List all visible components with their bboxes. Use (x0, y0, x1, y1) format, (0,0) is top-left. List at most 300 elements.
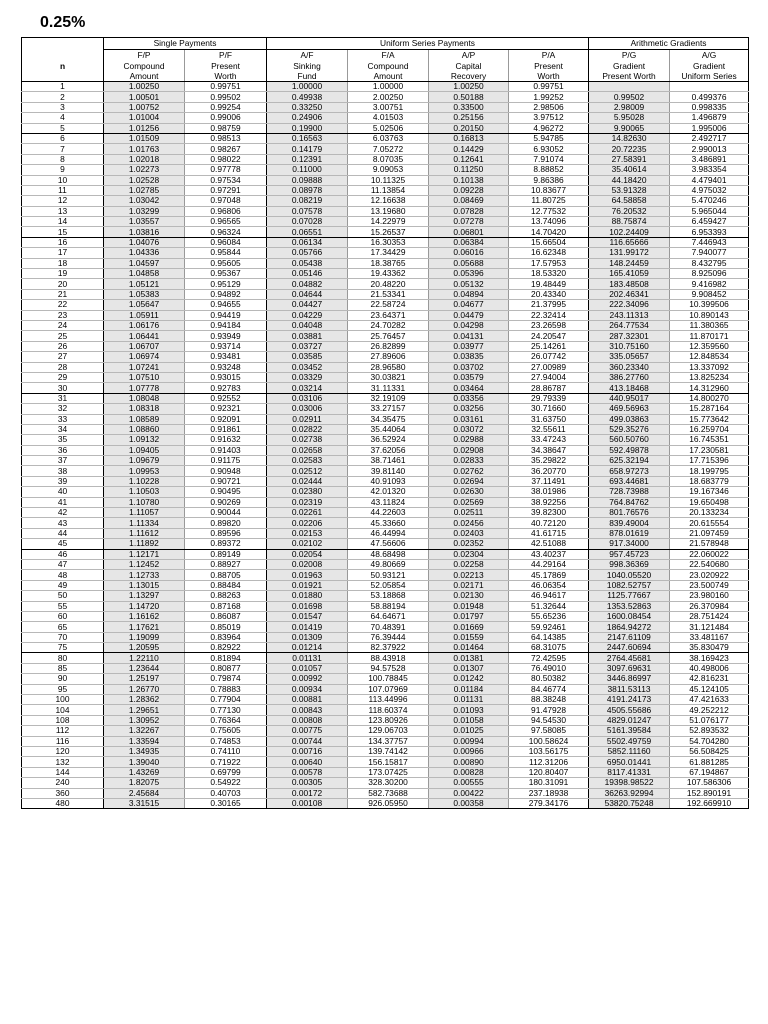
label-ag-2: Uniform Series (670, 71, 749, 82)
cell-fa: 32.19109 (348, 393, 429, 403)
cell-pa: 43.40237 (509, 549, 589, 559)
cell-ap: 0.05132 (429, 279, 509, 289)
table-row (22, 269, 749, 279)
cell-n: 108 (22, 715, 104, 725)
cell-pa: 7.91074 (509, 154, 589, 164)
cell-pf: 0.89149 (185, 549, 267, 559)
label-pa-2: Worth (509, 71, 589, 82)
cell-ap: 0.00966 (429, 747, 509, 757)
table-row (22, 497, 749, 507)
cell-af: 0.12391 (267, 154, 348, 164)
table-row (22, 133, 749, 143)
cell-ap: 0.14429 (429, 144, 509, 154)
cell-pg: 2447.60694 (589, 643, 670, 653)
cell-pg: 243.11313 (589, 310, 670, 320)
cell-pg: 165.41059 (589, 269, 670, 279)
cell-n: 39 (22, 476, 104, 486)
cell-ap: 0.03579 (429, 372, 509, 382)
cell-n: 42 (22, 508, 104, 518)
cell-fa: 47.56606 (348, 539, 429, 549)
table-row (22, 778, 749, 788)
cell-fa: 13.19680 (348, 206, 429, 216)
cell-n: 104 (22, 705, 104, 715)
cell-fp: 1.07778 (104, 383, 185, 393)
cell-fp: 1.00752 (104, 102, 185, 112)
cell-pg: 76.20532 (589, 206, 670, 216)
cell-fp: 1.04076 (104, 237, 185, 247)
cell-n: 90 (22, 674, 104, 684)
cell-n: 28 (22, 362, 104, 372)
cell-n: 95 (22, 684, 104, 694)
table-row (22, 570, 749, 580)
cell-pf: 0.87168 (185, 601, 267, 611)
cell-pf: 0.90721 (185, 476, 267, 486)
cell-ap: 0.03256 (429, 404, 509, 414)
cell-fp: 1.43269 (104, 767, 185, 777)
cell-ag: 52.893532 (670, 726, 749, 736)
label-af-1: Sinking (267, 61, 348, 71)
cell-fp: 1.02273 (104, 165, 185, 175)
cell-pa: 51.32644 (509, 601, 589, 611)
cell-fp: 1.11892 (104, 539, 185, 549)
cell-af: 0.00578 (267, 767, 348, 777)
cell-n: 43 (22, 518, 104, 528)
cell-fp: 1.10780 (104, 497, 185, 507)
cell-pg: 529.35276 (589, 424, 670, 434)
cell-n: 5 (22, 123, 104, 133)
cell-pf: 0.92783 (185, 383, 267, 393)
cell-pf: 0.77130 (185, 705, 267, 715)
cell-af: 0.08978 (267, 185, 348, 195)
cell-af: 0.06134 (267, 237, 348, 247)
cell-af: 0.02444 (267, 476, 348, 486)
cell-ag: 19.167346 (670, 487, 749, 497)
cell-fp: 1.07241 (104, 362, 185, 372)
cell-ag: 3.983354 (670, 165, 749, 175)
cell-ap: 1.00250 (429, 82, 509, 92)
cell-pa: 8.88852 (509, 165, 589, 175)
cell-pf: 0.69799 (185, 767, 267, 777)
cell-pf: 0.86087 (185, 611, 267, 621)
cell-af: 0.19900 (267, 123, 348, 133)
cell-pa: 11.80725 (509, 196, 589, 206)
cell-ap: 0.04677 (429, 300, 509, 310)
cell-pf: 0.94892 (185, 289, 267, 299)
cell-pa: 112.31206 (509, 757, 589, 767)
cell-n: 11 (22, 185, 104, 195)
table-row (22, 424, 749, 434)
cell-pf: 0.92091 (185, 414, 267, 424)
cell-pg: 264.77534 (589, 320, 670, 330)
table-row (22, 767, 749, 777)
cell-pa: 5.94785 (509, 133, 589, 143)
cell-pf: 0.74853 (185, 736, 267, 746)
cell-pf: 0.88263 (185, 591, 267, 601)
cell-fa: 134.37757 (348, 736, 429, 746)
cell-fp: 1.05647 (104, 300, 185, 310)
cell-fp: 1.10503 (104, 487, 185, 497)
table-row (22, 705, 749, 715)
cell-af: 0.00934 (267, 684, 348, 694)
cell-pg: 998.36369 (589, 559, 670, 569)
cell-n: 2 (22, 92, 104, 102)
cell-fa: 173.07425 (348, 767, 429, 777)
cell-pf: 0.80877 (185, 663, 267, 673)
table-row (22, 206, 749, 216)
table-row (22, 695, 749, 705)
cell-n: 26 (22, 341, 104, 351)
cell-n: 35 (22, 435, 104, 445)
table-row (22, 237, 749, 247)
cell-ap: 0.02988 (429, 435, 509, 445)
cell-af: 0.00992 (267, 674, 348, 684)
cell-pa: 12.77532 (509, 206, 589, 216)
table-row (22, 185, 749, 195)
cell-fa: 46.44994 (348, 528, 429, 538)
cell-af: 0.04427 (267, 300, 348, 310)
cell-pg: 878.01619 (589, 528, 670, 538)
cell-af: 0.24906 (267, 113, 348, 123)
cell-fa: 25.76457 (348, 331, 429, 341)
cell-fa: 129.06703 (348, 726, 429, 736)
table-row (22, 362, 749, 372)
table-row (22, 591, 749, 601)
cell-pf: 0.96565 (185, 217, 267, 227)
cell-ag: 47.421633 (670, 695, 749, 705)
cell-ap: 0.07828 (429, 206, 509, 216)
cell-fa: 19.43362 (348, 269, 429, 279)
cell-n: 44 (22, 528, 104, 538)
cell-pa: 46.94617 (509, 591, 589, 601)
cell-ap: 0.00994 (429, 736, 509, 746)
cell-pg: 560.50760 (589, 435, 670, 445)
cell-ag: 17.715396 (670, 456, 749, 466)
cell-fp: 1.06176 (104, 320, 185, 330)
label-pg-2: Present Worth (589, 71, 670, 82)
cell-af: 0.02822 (267, 424, 348, 434)
cell-af: 0.01309 (267, 632, 348, 642)
cell-ap: 0.02908 (429, 445, 509, 455)
cell-ag: 23.020922 (670, 570, 749, 580)
cell-ap: 0.01184 (429, 684, 509, 694)
cell-fp: 1.33594 (104, 736, 185, 746)
cell-pa: 76.49010 (509, 663, 589, 673)
cell-fa: 28.96580 (348, 362, 429, 372)
table-row (22, 798, 749, 808)
cell-n: 6 (22, 133, 104, 143)
cell-pa: 180.31091 (509, 778, 589, 788)
cell-ag: 51.076177 (670, 715, 749, 725)
cell-af: 0.01214 (267, 643, 348, 653)
cell-ag: 42.816231 (670, 674, 749, 684)
label-fp-1: Compound (104, 61, 185, 71)
cell-pg: 5502.49759 (589, 736, 670, 746)
cell-af: 0.01921 (267, 580, 348, 590)
cell-pf: 0.75605 (185, 726, 267, 736)
cell-ag: 6.953393 (670, 227, 749, 237)
table-row (22, 227, 749, 237)
cell-fa: 27.89606 (348, 352, 429, 362)
table-row (22, 632, 749, 642)
cell-ap: 0.00358 (429, 798, 509, 808)
cell-ag: 8.925096 (670, 269, 749, 279)
cell-ag: 23.500749 (670, 580, 749, 590)
cell-n: 25 (22, 331, 104, 341)
cell-ap: 0.03072 (429, 424, 509, 434)
n-spacer (22, 50, 104, 62)
cell-pa: 94.54530 (509, 715, 589, 725)
cell-n: 40 (22, 487, 104, 497)
cell-fp: 1.01004 (104, 113, 185, 123)
cell-n: 47 (22, 559, 104, 569)
cell-ap: 0.04131 (429, 331, 509, 341)
label-fa-2: Amount (348, 71, 429, 82)
label-pf-1: Present (185, 61, 267, 71)
table-row (22, 289, 749, 299)
cell-pg: 53.91328 (589, 185, 670, 195)
cell-ap: 0.04894 (429, 289, 509, 299)
cell-pg: 917.34000 (589, 539, 670, 549)
symbol-fa: F/A (348, 50, 429, 62)
table-row (22, 383, 749, 393)
cell-af: 0.00808 (267, 715, 348, 725)
table-row (22, 508, 749, 518)
cell-pg: 183.48508 (589, 279, 670, 289)
table-row (22, 154, 749, 164)
cell-fp: 1.04597 (104, 258, 185, 268)
cell-af: 0.04048 (267, 320, 348, 330)
cell-n: 30 (22, 383, 104, 393)
cell-pg: 764.84762 (589, 497, 670, 507)
cell-pg: 625.32194 (589, 456, 670, 466)
cell-ap: 0.01025 (429, 726, 509, 736)
table-row (22, 466, 749, 476)
symbol-ap: A/P (429, 50, 509, 62)
cell-af: 1.00000 (267, 82, 348, 92)
cell-pa: 20.43340 (509, 289, 589, 299)
cell-ag: 33.481167 (670, 632, 749, 642)
cell-n: 48 (22, 570, 104, 580)
cell-pf: 0.94655 (185, 300, 267, 310)
cell-ap: 0.03702 (429, 362, 509, 372)
cell-fa: 42.01320 (348, 487, 429, 497)
cell-pf: 0.88484 (185, 580, 267, 590)
cell-af: 0.00108 (267, 798, 348, 808)
cell-fp: 1.04336 (104, 248, 185, 258)
cell-fp: 1.29651 (104, 705, 185, 715)
cell-af: 0.02512 (267, 466, 348, 476)
cell-fp: 1.82075 (104, 778, 185, 788)
table-row (22, 611, 749, 621)
cell-ag: 3.486891 (670, 154, 749, 164)
cell-pf: 0.40703 (185, 788, 267, 798)
cell-pa: 6.93052 (509, 144, 589, 154)
cell-pg: 693.44681 (589, 476, 670, 486)
cell-fa: 94.57528 (348, 663, 429, 673)
cell-ag: 0.499376 (670, 92, 749, 102)
cell-ap: 0.09228 (429, 185, 509, 195)
cell-fa: 58.88194 (348, 601, 429, 611)
cell-fp: 1.10228 (104, 476, 185, 486)
cell-pa: 38.01986 (509, 487, 589, 497)
cell-ap: 0.03977 (429, 341, 509, 351)
cell-pa: 28.86787 (509, 383, 589, 393)
cell-pa: 27.94004 (509, 372, 589, 382)
cell-pa: 100.58624 (509, 736, 589, 746)
symbol-pf: P/F (185, 50, 267, 62)
cell-pf: 0.98513 (185, 133, 267, 143)
cell-fa: 9.09053 (348, 165, 429, 175)
cell-ap: 0.01948 (429, 601, 509, 611)
table-row (22, 580, 749, 590)
cell-pg: 1600.08454 (589, 611, 670, 621)
cell-fp: 1.11334 (104, 518, 185, 528)
cell-fa: 123.80926 (348, 715, 429, 725)
cell-pf: 0.99751 (185, 82, 267, 92)
cell-pa: 13.74096 (509, 217, 589, 227)
cell-fa: 14.22979 (348, 217, 429, 227)
cell-fp: 1.01763 (104, 144, 185, 154)
cell-ap: 0.33500 (429, 102, 509, 112)
cell-ag: 31.121484 (670, 622, 749, 632)
cell-pa: 40.72120 (509, 518, 589, 528)
cell-af: 0.00716 (267, 747, 348, 757)
cell-pa: 45.17869 (509, 570, 589, 580)
cell-n: 3 (22, 102, 104, 112)
cell-af: 0.02054 (267, 549, 348, 559)
cell-n: 50 (22, 591, 104, 601)
cell-af: 0.08219 (267, 196, 348, 206)
cell-fa: 50.93121 (348, 570, 429, 580)
cell-fp: 1.26770 (104, 684, 185, 694)
table-row (22, 113, 749, 123)
cell-n: 100 (22, 695, 104, 705)
cell-n: 132 (22, 757, 104, 767)
cell-af: 0.02583 (267, 456, 348, 466)
cell-fa: 44.22603 (348, 508, 429, 518)
cell-fa: 33.27157 (348, 404, 429, 414)
cell-pg: 287.32301 (589, 331, 670, 341)
cell-ag: 17.230581 (670, 445, 749, 455)
table-row (22, 279, 749, 289)
cell-ag: 26.370984 (670, 601, 749, 611)
table-row (22, 715, 749, 725)
cell-pf: 0.96324 (185, 227, 267, 237)
cell-pf: 0.96806 (185, 206, 267, 216)
cell-ap: 0.02569 (429, 497, 509, 507)
cell-pa: 37.11491 (509, 476, 589, 486)
cell-fa: 118.60374 (348, 705, 429, 715)
symbol-pa: P/A (509, 50, 589, 62)
table-row (22, 674, 749, 684)
cell-fp: 1.09679 (104, 456, 185, 466)
cell-ap: 0.05688 (429, 258, 509, 268)
cell-af: 0.01419 (267, 622, 348, 632)
cell-ag: 11.870171 (670, 331, 749, 341)
cell-pg: 148.24459 (589, 258, 670, 268)
n-column-header: n (22, 61, 104, 71)
cell-pa: 22.32414 (509, 310, 589, 320)
cell-pa: 27.00989 (509, 362, 589, 372)
cell-pa: 64.14385 (509, 632, 589, 642)
cell-af: 0.00640 (267, 757, 348, 767)
cell-ag: 13.337092 (670, 362, 749, 372)
cell-fp: 3.31515 (104, 798, 185, 808)
label-ap-1: Capital (429, 61, 509, 71)
cell-fa: 12.16638 (348, 196, 429, 206)
cell-pa: 2.98506 (509, 102, 589, 112)
cell-pg: 957.45723 (589, 549, 670, 559)
cell-n: 70 (22, 632, 104, 642)
header-label-row-2 (22, 71, 749, 82)
cell-fp: 1.02785 (104, 185, 185, 195)
cell-fa: 76.39444 (348, 632, 429, 642)
cell-pg: 1082.52757 (589, 580, 670, 590)
cell-n: 80 (22, 653, 104, 663)
cell-n: 360 (22, 788, 104, 798)
cell-pf: 0.90948 (185, 466, 267, 476)
label-af-2: Fund (267, 71, 348, 82)
cell-af: 0.09888 (267, 175, 348, 185)
cell-ag: 21.578948 (670, 539, 749, 549)
cell-ag: 0.998335 (670, 102, 749, 112)
table-row (22, 217, 749, 227)
cell-ap: 0.00828 (429, 767, 509, 777)
cell-ag: 1.995006 (670, 123, 749, 133)
cell-fa: 82.37922 (348, 643, 429, 653)
cell-ap: 0.02304 (429, 549, 509, 559)
cell-ap: 0.04479 (429, 310, 509, 320)
cell-fp: 1.03557 (104, 217, 185, 227)
cell-ag: 16.259704 (670, 424, 749, 434)
cell-fp: 1.25197 (104, 674, 185, 684)
cell-ag: 1.496879 (670, 113, 749, 123)
cell-pa: 97.58085 (509, 726, 589, 736)
cell-ag: 28.751424 (670, 611, 749, 621)
cell-ap: 0.01093 (429, 705, 509, 715)
cell-ag: 4.975032 (670, 185, 749, 195)
cell-pa: 4.96272 (509, 123, 589, 133)
cell-ap: 0.02833 (429, 456, 509, 466)
cell-fa: 17.34429 (348, 248, 429, 258)
cell-ag: 19.650498 (670, 497, 749, 507)
cell-af: 0.03329 (267, 372, 348, 382)
cell-pg: 801.76576 (589, 508, 670, 518)
cell-pf: 0.99254 (185, 102, 267, 112)
cell-fa: 48.68498 (348, 549, 429, 559)
cell-fp: 1.09405 (104, 445, 185, 455)
table-row (22, 92, 749, 102)
cell-pf: 0.92552 (185, 393, 267, 403)
cell-af: 0.01547 (267, 611, 348, 621)
symbol-pg: P/G (589, 50, 670, 62)
cell-pg: 5.95028 (589, 113, 670, 123)
table-row (22, 757, 749, 767)
cell-af: 0.01131 (267, 653, 348, 663)
cell-pf: 0.77904 (185, 695, 267, 705)
cell-fp: 1.06707 (104, 341, 185, 351)
cell-pf: 0.91175 (185, 456, 267, 466)
cell-af: 0.00775 (267, 726, 348, 736)
group-single-payments: Single Payments (104, 38, 267, 50)
cell-pg: 310.75160 (589, 341, 670, 351)
table-row (22, 372, 749, 382)
cell-pf: 0.91632 (185, 435, 267, 445)
label-fp-2: Amount (104, 71, 185, 82)
table-row (22, 518, 749, 528)
cell-n: 85 (22, 663, 104, 673)
cell-fa: 70.48391 (348, 622, 429, 632)
